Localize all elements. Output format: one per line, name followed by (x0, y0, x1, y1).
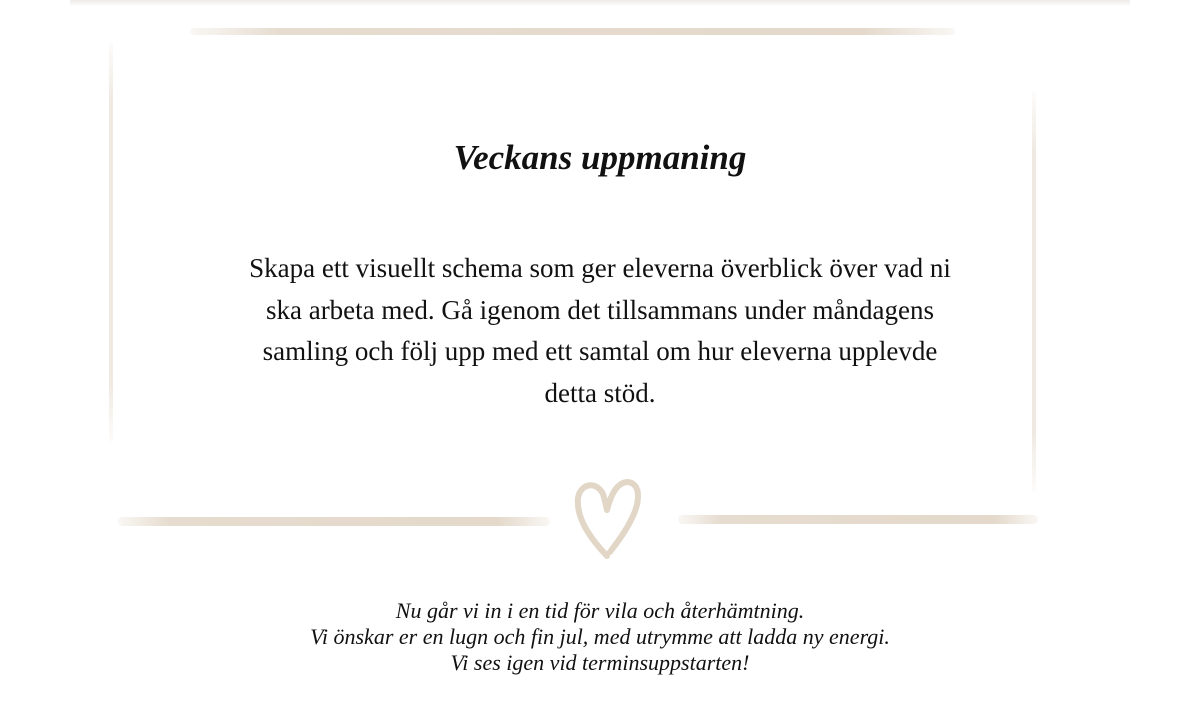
frame-left-line (109, 42, 113, 442)
footer-line: Vi ses igen vid terminsuppstarten! (450, 650, 750, 675)
frame-bottom-left-line (118, 517, 550, 526)
footer-message (0, 598, 1200, 676)
footer-line: Nu går vi in i en tid för vila och återhämtning. (395, 598, 805, 623)
card-body-text: Skapa ett visuellt schema som ger eleverna överblick över vad ni ska arbeta med. Gå igenom det tillsammans under måndagens samling och följ upp med ett samtal om hur eleverna upplevde detta stöd. (249, 253, 951, 408)
top-divider-shadow (70, 0, 1130, 6)
heart-icon (570, 476, 644, 560)
card-title: Veckans uppmaning (453, 138, 747, 177)
frame-top-line (190, 28, 955, 35)
frame-bottom-right-line (678, 515, 1038, 524)
footer-line: Vi önskar er en lugn och fin jul, med utrymme att ladda ny energi. (310, 624, 890, 649)
